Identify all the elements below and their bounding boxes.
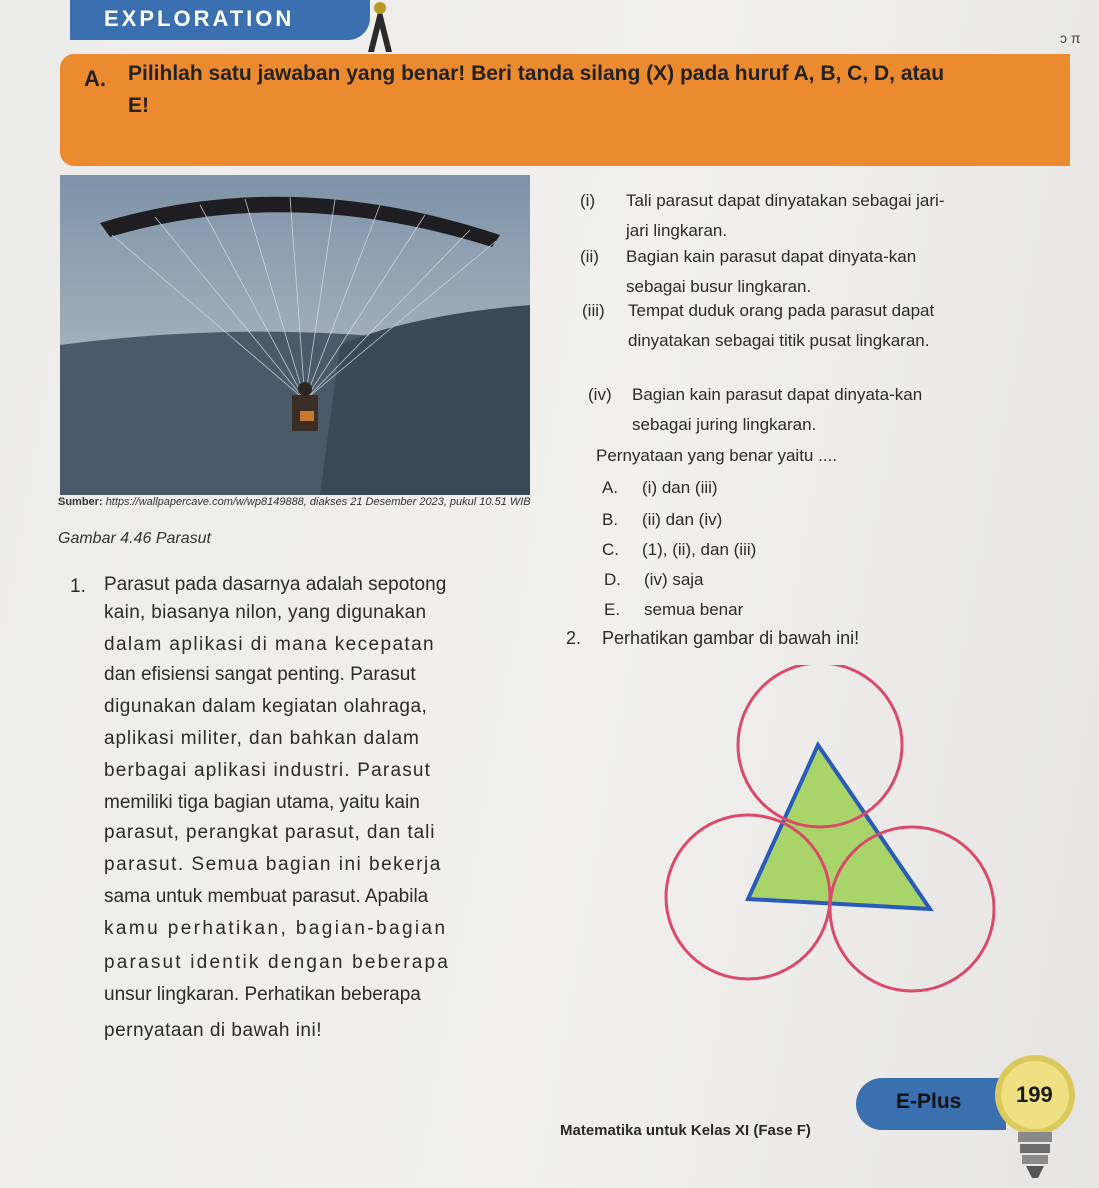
paragraph-line: aplikasi militer, dan bahkan dalam xyxy=(104,728,420,749)
paragraph-line: parasut, perangkat parasut, dan tali xyxy=(104,822,436,843)
option-letter: D. xyxy=(604,570,621,589)
paragraph-line: Parasut pada dasarnya adalah sepotong xyxy=(104,574,447,595)
statement-text: Tali parasut dapat dinyatakan sebagai jari-jari lingkaran. xyxy=(626,191,945,240)
source-label: Sumber: xyxy=(58,496,103,508)
option-text: (iv) saja xyxy=(644,570,704,589)
paragraph-line: digunakan dalam kegiatan olahraga, xyxy=(104,696,428,717)
question-2 xyxy=(566,628,859,649)
circles-triangle-diagram xyxy=(660,665,1005,995)
section-label: EXPLORATION xyxy=(104,6,295,31)
paragraph-line: unsur lingkaran. Perhatikan beberapa xyxy=(104,984,421,1005)
book-title: Matematika untuk Kelas XI (Fase F) xyxy=(560,1122,811,1139)
paragraph-line: pernyataan di bawah ini! xyxy=(104,1020,322,1041)
source-text: https://wallpapercave.com/w/wp8149888, diakses 21 Desember 2023, pukul 10.51 WIB xyxy=(105,496,531,508)
option-letter: C. xyxy=(602,540,619,559)
option-text: (ii) dan (iv) xyxy=(642,510,723,529)
statement-text: Bagian kain parasut dapat dinyata-kan sebagai busur lingkaran. xyxy=(626,247,917,296)
paragraph-line: dalam aplikasi di mana kecepatan xyxy=(104,634,436,655)
eplus-label: E-Plus xyxy=(896,1090,962,1113)
lightbulb-icon xyxy=(990,1040,1080,1188)
paragraph-line: kain, biasanya nilon, yang digunakan xyxy=(104,602,427,623)
option-letter: E. xyxy=(604,600,621,619)
statement-text: Bagian kain parasut dapat dinyata-kan sebagai juring lingkaran. xyxy=(632,385,923,434)
instruction-text: Pilihlah satu jawaban yang benar! Beri tanda silang (X) pada huruf A, B, C, D, atau E! xyxy=(128,62,945,117)
option-text: (i) dan (iii) xyxy=(642,478,718,497)
page-number: 199 xyxy=(1016,1082,1053,1107)
paragraph-line: parasut. Semua bagian ini bekerja xyxy=(104,854,442,875)
question-prompt: Pernyataan yang benar yaitu .... xyxy=(596,446,837,465)
question-2-number: 2. xyxy=(566,628,582,648)
paraglider-photo xyxy=(60,175,530,495)
statement-number: (iv) xyxy=(588,385,612,404)
statement-number: (i) xyxy=(580,191,596,210)
question-2-text: Perhatikan gambar di bawah ini! xyxy=(602,628,860,648)
paragraph-line: parasut identik dengan beberapa xyxy=(104,952,451,973)
option-text: (1), (ii), dan (iii) xyxy=(642,540,757,559)
paragraph-line: berbagai aplikasi industri. Parasut xyxy=(104,760,432,781)
paragraph-line: kamu perhatikan, bagian-bagian xyxy=(104,918,448,939)
photo-source-caption xyxy=(58,492,538,512)
option-letter: B. xyxy=(602,510,619,529)
explorer-figure-icon xyxy=(350,0,410,60)
paragraph-line: sama untuk membuat parasut. Apabila xyxy=(104,886,429,907)
option-text: semua benar xyxy=(644,600,744,619)
figure-caption: Gambar 4.46 Parasut xyxy=(58,530,211,547)
question-1-number: 1. xyxy=(70,576,86,597)
option-letter: A. xyxy=(602,478,619,497)
statement-text: Tempat duduk orang pada parasut dapat dinyatakan sebagai titik pusat lingkaran. xyxy=(628,301,935,350)
paragraph-line: memiliki tiga bagian utama, yaitu kain xyxy=(104,792,420,813)
paragraph-line: dan efisiensi sangat penting. Parasut xyxy=(104,664,416,685)
corner-mark: ɔ π xyxy=(1060,30,1081,46)
statement-number: (iii) xyxy=(582,301,605,320)
statement-number: (ii) xyxy=(580,247,599,266)
instruction-letter: A. xyxy=(84,66,106,91)
